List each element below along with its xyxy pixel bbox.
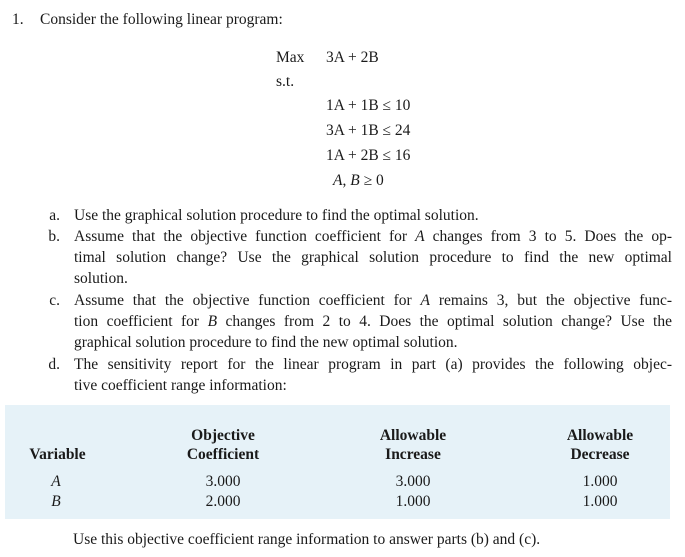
part-c-line-1: Assume that the objective function coefficient for A remains 3, but the objective func- bbox=[74, 292, 672, 309]
nonnegativity-constraint: A, B ≥ 0 bbox=[333, 172, 384, 189]
row-b-decrease: 1.000 bbox=[582, 493, 618, 510]
row-b-coefficient: 2.000 bbox=[205, 493, 241, 510]
subject-to-label: s.t. bbox=[276, 73, 295, 90]
header-objective-line-2: Coefficient bbox=[186, 446, 260, 463]
row-a-coefficient: 3.000 bbox=[205, 473, 241, 490]
row-a-variable: A bbox=[51, 473, 61, 490]
part-b-line-3: solution. bbox=[74, 270, 128, 287]
constraint-3: 1A + 2B ≤ 16 bbox=[326, 147, 411, 164]
header-increase-line-1: Allowable bbox=[379, 427, 447, 444]
part-b-label: b. bbox=[48, 228, 60, 245]
row-b-increase: 1.000 bbox=[395, 493, 431, 510]
part-a-label: a. bbox=[49, 207, 60, 224]
part-b-line-1: Assume that the objective function coefficient for A changes from 3 to 5. Does the op- bbox=[74, 228, 673, 245]
part-b-line-2: timal solution change? Use the graphical solution procedure to find the new optimal bbox=[74, 249, 672, 266]
constraint-1: 1A + 1B ≤ 10 bbox=[326, 97, 411, 114]
part-d-label: d. bbox=[48, 356, 60, 373]
header-variable: Variable bbox=[29, 446, 86, 463]
part-a-line-1: Use the graphical solution procedure to find the optimal solution. bbox=[74, 207, 479, 224]
header-decrease-line-2: Decrease bbox=[570, 446, 630, 463]
part-d-line-2: tive coefficient range information: bbox=[74, 377, 287, 394]
part-c-line-2: tion coefficient for B changes from 2 to 4. Does the optimal solution change? Use the bbox=[74, 313, 672, 330]
row-b-variable: B bbox=[51, 493, 61, 510]
constraint-2: 3A + 1B ≤ 24 bbox=[326, 122, 411, 139]
footer-instruction: Use this objective coefficient range information to answer parts (b) and (c). bbox=[73, 531, 541, 548]
header-decrease-line-1: Allowable bbox=[566, 427, 634, 444]
sensitivity-table bbox=[5, 405, 670, 519]
objective-label: Max bbox=[276, 49, 305, 66]
objective-function: 3A + 2B bbox=[326, 49, 379, 66]
question-number: 1. bbox=[12, 11, 24, 28]
question-prompt: Consider the following linear program: bbox=[40, 11, 283, 28]
header-objective-line-1: Objective bbox=[191, 427, 255, 444]
part-c-line-3: graphical solution procedure to find the new optimal solution. bbox=[74, 334, 458, 351]
header-increase-line-2: Increase bbox=[385, 446, 441, 463]
part-c-label: c. bbox=[49, 292, 60, 309]
row-a-increase: 3.000 bbox=[395, 473, 431, 490]
row-a-decrease: 1.000 bbox=[582, 473, 618, 490]
part-d-line-1: The sensitivity report for the linear program in part (a) provides the following objec- bbox=[74, 356, 672, 373]
